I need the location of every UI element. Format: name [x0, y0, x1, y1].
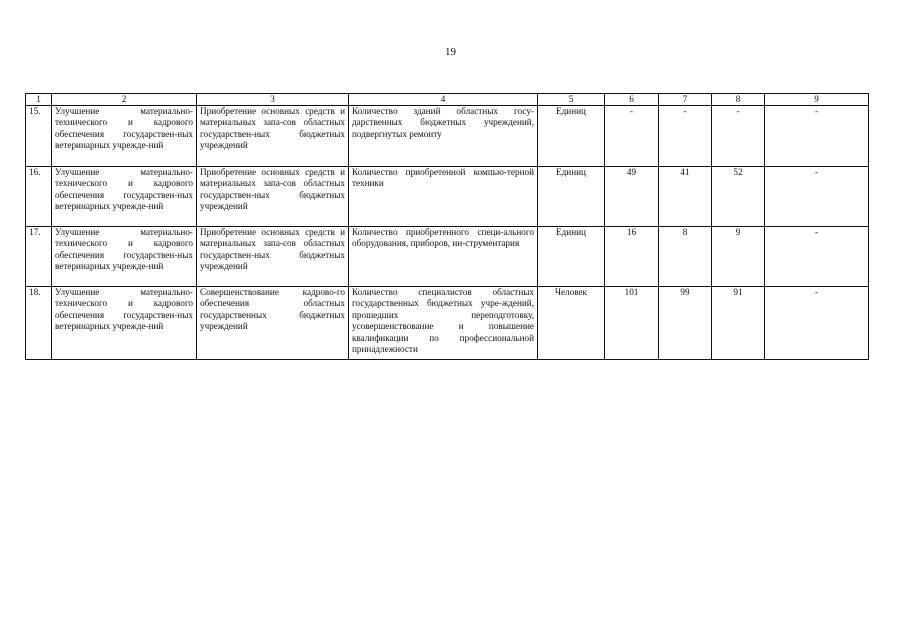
value-cell-6: 49 — [605, 167, 659, 227]
table-row — [26, 106, 869, 167]
table-row — [26, 227, 869, 287]
page-number: 19 — [445, 46, 456, 58]
value-cell-7: - — [659, 106, 712, 167]
value-cell-9: - — [765, 227, 869, 287]
value-cell-8: - — [712, 106, 765, 167]
unit-cell: Единиц — [538, 167, 605, 227]
value-cell-8: 9 — [712, 227, 765, 287]
value-cell-7: 8 — [659, 227, 712, 287]
table-row — [26, 167, 869, 227]
column-number: 5 — [538, 94, 605, 106]
value-cell-6: - — [605, 106, 659, 167]
value-cell-6: 16 — [605, 227, 659, 287]
indicators-table — [25, 93, 869, 360]
column-number: 8 — [712, 94, 765, 106]
column-number: 1 — [26, 94, 52, 106]
column-number: 3 — [197, 94, 349, 106]
value-cell-6: 101 — [605, 287, 659, 360]
indicator-cell: Количество зданий областных госу-дарственных бюджетных учреждений, подвергнутых ремонту — [349, 106, 538, 167]
measure-cell: Улучшение материально-технического и кадрового обеспечения государствен-ных ветеринарных учрежде-ний — [52, 167, 197, 227]
value-cell-9: - — [765, 167, 869, 227]
value-cell-7: 99 — [659, 287, 712, 360]
indicator-cell: Количество приобретенной компью-терной техники — [349, 167, 538, 227]
indicator-cell: Количество специалистов областных государственных бюджетных учре-ждений, прошедших переподготовку, усовершенствование и повышение квалификации по профессиональной принадлежности — [349, 287, 538, 360]
action-cell: Приобретение основных средств и материальных запа-сов областных государствен-ных бюджетных учреждений — [197, 167, 349, 227]
action-cell: Приобретение основных средств и материальных запа-сов областных государствен-ных бюджетных учреждений — [197, 106, 349, 167]
value-cell-8: 91 — [712, 287, 765, 360]
measure-cell: Улучшение материально-технического и кадрового обеспечения государствен-ных ветеринарных учрежде-ний — [52, 227, 197, 287]
column-number: 4 — [349, 94, 538, 106]
action-cell: Совершенствование кадрово-го обеспечения областных государственных бюджетных учреждений — [197, 287, 349, 360]
action-cell: Приобретение основных средств и материальных запа-сов областных государствен-ных бюджетных учреждений — [197, 227, 349, 287]
measure-cell: Улучшение материально-технического и кадрового обеспечения государствен-ных ветеринарных учрежде-ний — [52, 106, 197, 167]
row-number: 15. — [26, 106, 52, 167]
measure-cell: Улучшение материально-технического и кадрового обеспечения государствен-ных ветеринарных учрежде-ний — [52, 287, 197, 360]
indicator-cell: Количество приобретенного специ-ального оборудования, приборов, ин-струментария — [349, 227, 538, 287]
value-cell-7: 41 — [659, 167, 712, 227]
unit-cell: Человек — [538, 287, 605, 360]
table-row — [26, 287, 869, 360]
unit-cell: Единиц — [538, 106, 605, 167]
value-cell-9: - — [765, 106, 869, 167]
row-number: 18. — [26, 287, 52, 360]
column-number: 7 — [659, 94, 712, 106]
unit-cell: Единиц — [538, 227, 605, 287]
row-number: 17. — [26, 227, 52, 287]
row-number: 16. — [26, 167, 52, 227]
value-cell-9: - — [765, 287, 869, 360]
value-cell-8: 52 — [712, 167, 765, 227]
column-number: 2 — [52, 94, 197, 106]
column-numbers-row — [26, 94, 869, 106]
column-number: 9 — [765, 94, 869, 106]
column-number: 6 — [605, 94, 659, 106]
